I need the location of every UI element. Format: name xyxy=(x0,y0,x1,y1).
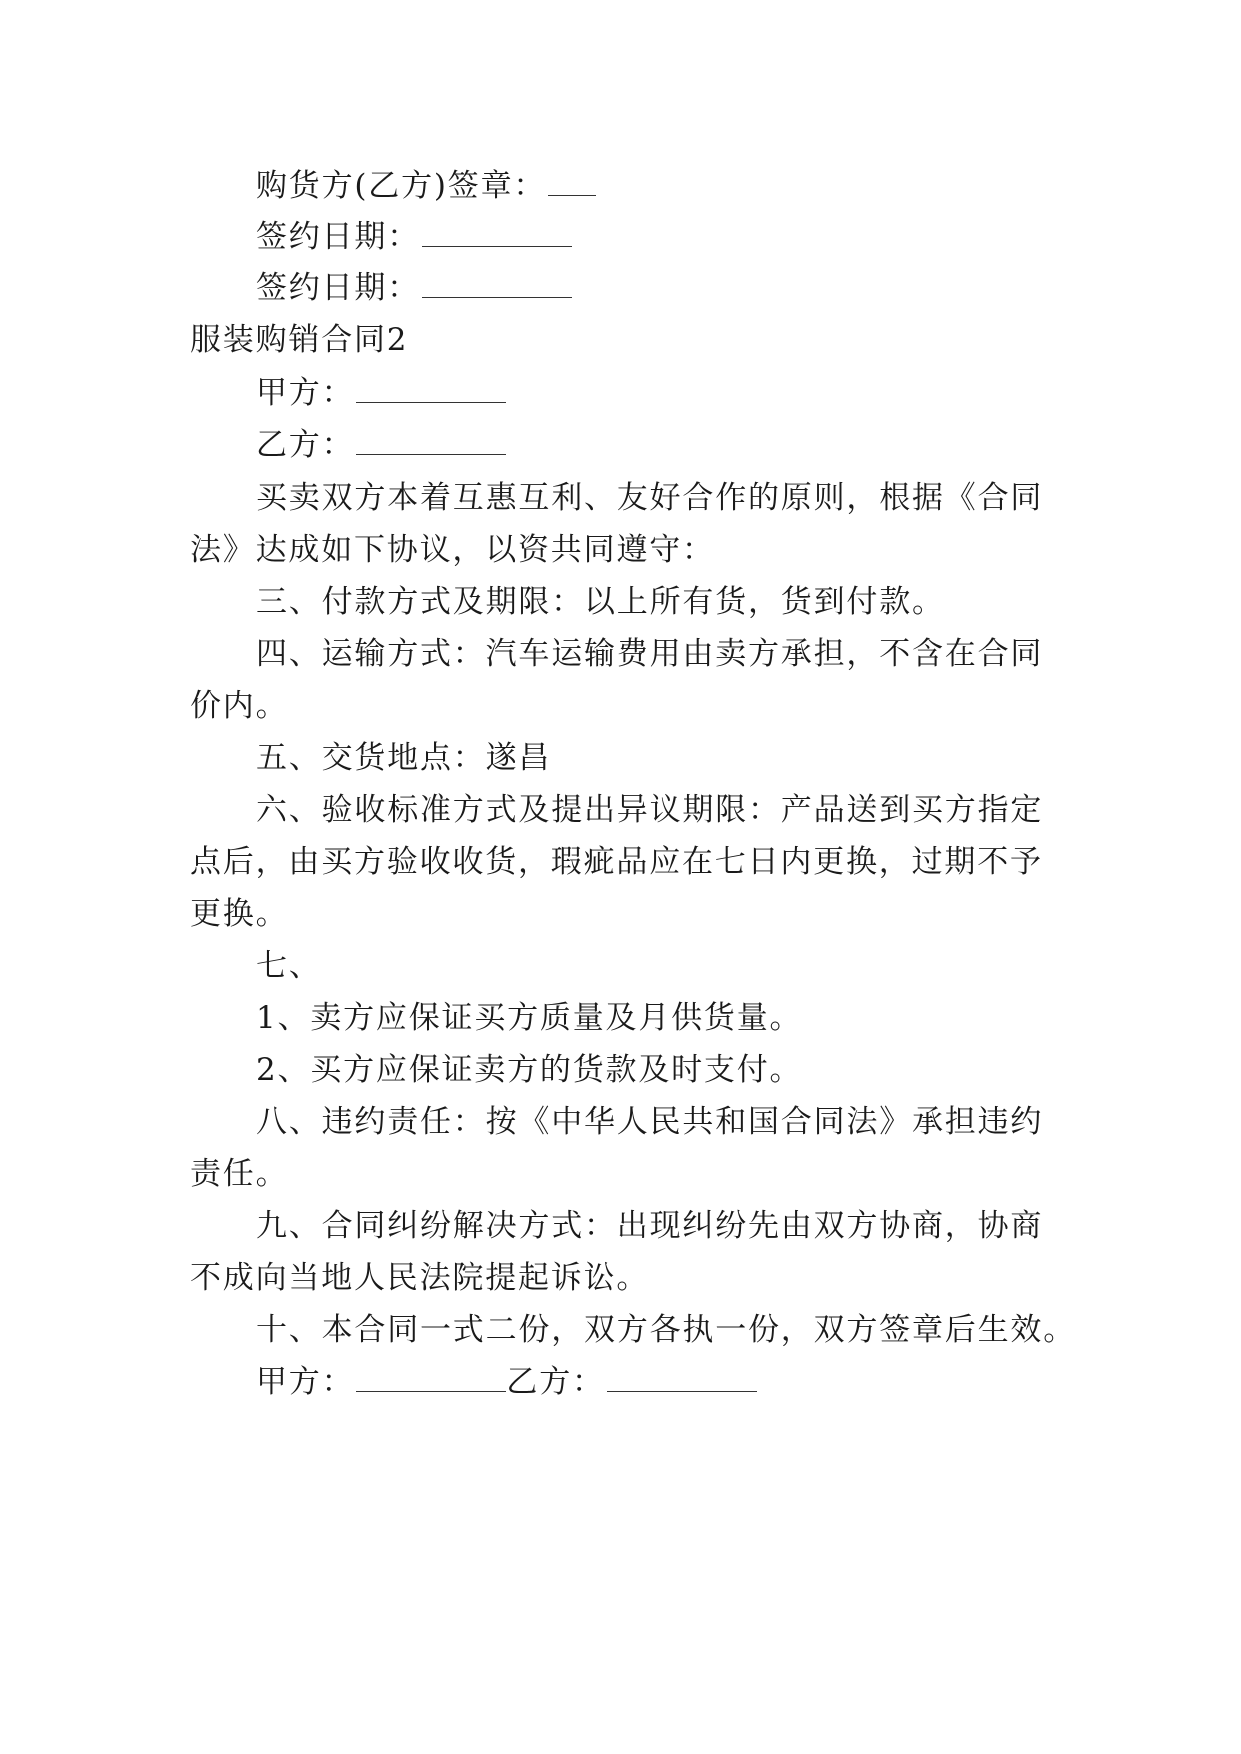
sub-clause-1: 1、卖方应保证买方质量及月供货量。 xyxy=(256,1000,803,1036)
paragraph-line: 法》达成如下协议，以资共同遵守： xyxy=(190,532,715,568)
sign-date-line xyxy=(256,268,1070,308)
clause-dispute-cont: 不成向当地人民法院提起诉讼。 xyxy=(190,1260,650,1296)
clause-copies: 十、本合同一式二份，双方各执一份，双方签章后生效。 xyxy=(256,1312,1076,1348)
clause-inspection: 六、验收标准方式及提出异议期限：产品送到买方指定 xyxy=(256,792,1044,828)
party-b-label: 乙方： xyxy=(506,1364,605,1400)
clause-liability-cont: 责任。 xyxy=(190,1156,289,1192)
clause-inspection-cont: 点后，由买方验收收货，瑕疵品应在七日内更换，过期不予 xyxy=(190,844,1043,880)
party-b-label: 乙方： xyxy=(256,427,355,463)
clause-delivery: 五、交货地点：遂昌 xyxy=(256,740,552,776)
date-blank xyxy=(422,220,572,247)
party-a-blank xyxy=(356,376,506,403)
signature-blank xyxy=(548,169,596,196)
sign-date-line xyxy=(256,217,1070,257)
date-blank xyxy=(422,271,572,298)
clause-liability: 八、违约责任：按《中华人民共和国合同法》承担违约 xyxy=(256,1104,1044,1140)
party-b-blank xyxy=(607,1365,757,1392)
clause-transport-cont: 价内。 xyxy=(190,688,289,724)
sub-clause-2: 2、买方应保证卖方的货款及时支付。 xyxy=(256,1052,803,1088)
final-signature-line xyxy=(256,1362,1070,1402)
party-a-line xyxy=(256,373,1070,413)
paragraph-line: 买卖双方本着互惠互利、友好合作的原则，根据《合同 xyxy=(256,480,1044,516)
buyer-signature-label: 购货方(乙方)签章： xyxy=(256,168,547,204)
buyer-signature-line xyxy=(256,166,1070,206)
party-b-line xyxy=(256,425,1070,465)
party-a-label: 甲方： xyxy=(256,375,355,411)
party-a-blank xyxy=(356,1365,506,1392)
party-a-label: 甲方： xyxy=(256,1364,355,1400)
contract-title: 服装购销合同2 xyxy=(190,322,409,358)
sign-date-label: 签约日期： xyxy=(256,270,420,306)
clause-inspection-cont: 更换。 xyxy=(190,896,289,932)
party-b-blank xyxy=(356,428,506,455)
clause-payment: 三、付款方式及期限：以上所有货，货到付款。 xyxy=(256,584,945,620)
clause-dispute: 九、合同纠纷解决方式：出现纠纷先由双方协商，协商 xyxy=(256,1208,1044,1244)
sign-date-label: 签约日期： xyxy=(256,219,420,255)
clause-seven: 七、 xyxy=(256,948,322,984)
clause-transport: 四、运输方式：汽车运输费用由卖方承担，不含在合同 xyxy=(256,636,1044,672)
